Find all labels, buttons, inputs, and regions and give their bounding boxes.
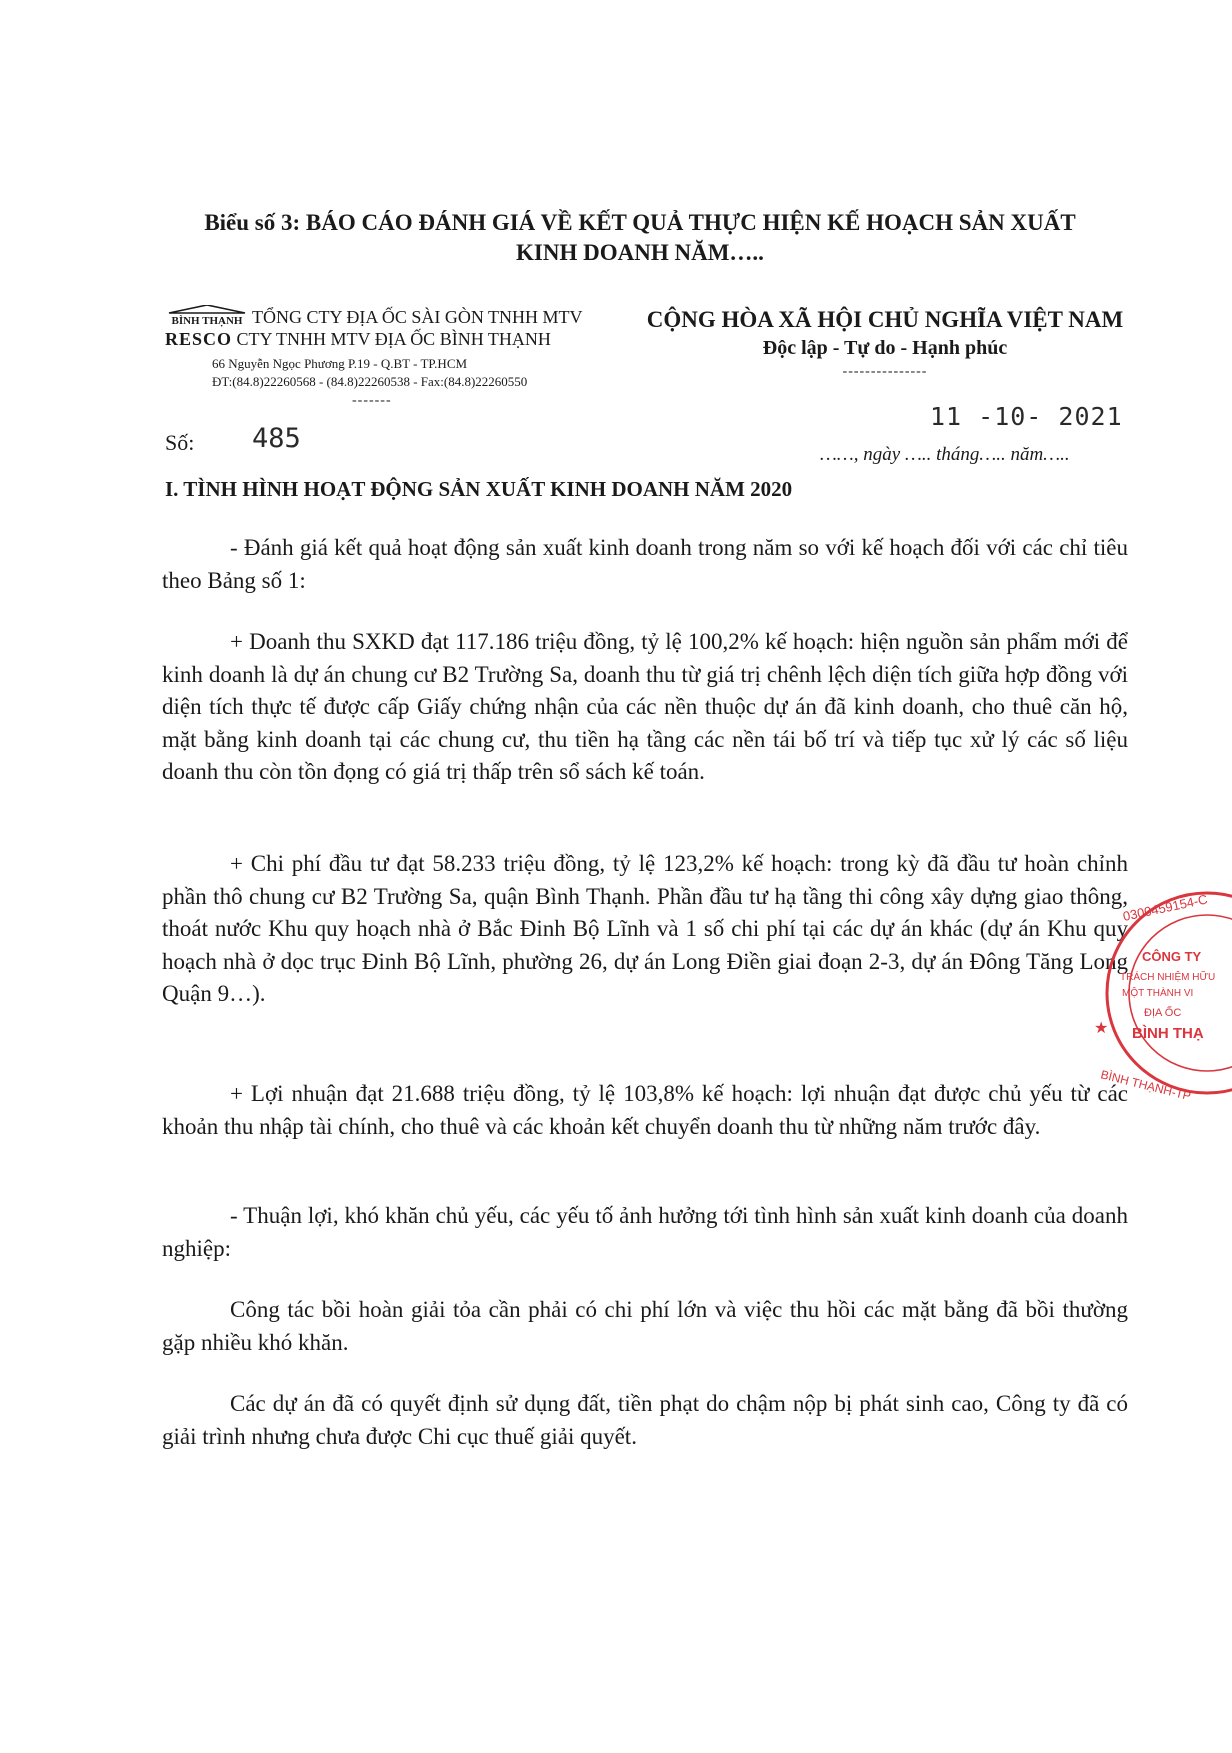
org-divider: ------- — [352, 393, 392, 408]
stamped-date: 11 -10- 2021 — [930, 402, 1123, 431]
paragraph-investment: + Chi phí đầu tư đạt 58.233 triệu đồng, tỷ lệ 123,2% kế hoạch: trong kỳ đã đầu tư hoàn chỉnh phần thô chung cư B2 Trường Sa, quận Bình Thạnh. Phần đầu tư hạ tầng thi công xây dựng giao thông, thoát nước Khu quy hoạch nhà ở Bắc Đinh Bộ Lĩnh và 1 số chi phí tại các dự án khác (dự án Khu quy hoạch nhà ở dọc trục Đinh Bộ Lĩnh, phường 26, dự án Long Điền giai đoạn 2-3, dự án Đông Tăng Long Quận 9…). — [162, 851, 1128, 1006]
doc-number-label: Số: — [165, 430, 195, 455]
seal-star-icon: ★ — [1094, 1020, 1109, 1037]
paragraph-factors: - Thuận lợi, khó khăn chủ yếu, các yếu tố ảnh hưởng tới tình hình sản xuất kinh doanh của doanh nghiệp: — [162, 1203, 1128, 1261]
nation-name: CỘNG HÒA XÃ HỘI CHỦ NGHĨA VIỆT NAM — [646, 307, 1124, 332]
logo-text: BÌNH THẠNH — [171, 315, 243, 327]
seal-city: BÌNH THẠNH-TP — [1099, 1067, 1193, 1103]
org-name — [165, 327, 551, 351]
org-address: 66 Nguyễn Ngọc Phương P.19 - Q.BT - TP.HCM — [212, 356, 468, 371]
paragraph-compensation: Công tác bồi hoàn giải tỏa cần phải có chi phí lớn và việc thu hồi các mặt bằng đã bồi thường gặp nhiều khó khăn. — [162, 1297, 1128, 1355]
doc-number-value: 485 — [252, 423, 301, 454]
company-seal — [1072, 883, 1232, 1103]
seal-type2: MỘT THÀNH VI — [1122, 988, 1194, 999]
seal-code: 0300459154-C — [1121, 891, 1209, 924]
report-title-line2: KINH DOANH NĂM….. — [516, 240, 764, 265]
date-line: ……, ngày ….. tháng….. năm….. — [820, 444, 1070, 465]
company-logo — [165, 305, 249, 327]
seal-name: BÌNH THẠ — [1132, 1025, 1204, 1042]
report-title — [150, 208, 1130, 268]
org-name-text: CTY TNHH MTV ĐỊA ỐC BÌNH THẠNH — [232, 329, 551, 349]
paragraph-profit: + Lợi nhuận đạt 21.688 triệu đồng, tỷ lệ 103,8% kế hoạch: lợi nhuận đạt được chủ yếu từ các khoản thu nhập tài chính, cho thuê và các khoản kết chuyển doanh thu từ những năm trước đây. — [162, 1081, 1128, 1139]
paragraph-evaluation: - Đánh giá kết quả hoạt động sản xuất kinh doanh trong năm so với kế hoạch đối với các chỉ tiêu theo Bảng số 1: — [162, 535, 1128, 593]
nation-divider: --------------- — [842, 364, 928, 379]
org-phone: ĐT:(84.8)22260568 - (84.8)22260538 - Fax:(84.8)22260550 — [212, 374, 528, 389]
org-parent-name: TỔNG CTY ĐỊA ỐC SÀI GÒN TNHH MTV — [252, 307, 583, 327]
paragraph-revenue: + Doanh thu SXKD đạt 117.186 triệu đồng, tỷ lệ 100,2% kế hoạch: hiện nguồn sản phẩm mới để kinh doanh là dự án chung cư B2 Trường Sa, doanh thu từ giá trị chênh lệch diện tích giữa hợp đồng với diện tích thực tế được cấp Giấy chứng nhận của các nền thuộc dự án đã kinh doanh, cho thuê căn hộ, mặt bằng kinh doanh tại các chung cư, thu tiền hạ tầng các nền tái bố trí và tiếp tục xử lý các số liệu doanh thu còn tồn đọng có giá trị thấp trên sổ sách kế toán. — [162, 629, 1128, 784]
seal-company-word: CÔNG TY — [1142, 949, 1202, 964]
report-title-line1: Biểu số 3: BÁO CÁO ĐÁNH GIÁ VỀ KẾT QUẢ THỰC HIỆN KẾ HOẠCH SẢN XUẤT — [204, 210, 1076, 235]
org-brand: RESCO — [165, 329, 233, 349]
paragraph-land-use: Các dự án đã có quyết định sử dụng đất, tiền phạt do chậm nộp bị phát sinh cao, Công ty đã có giải trình nhưng chưa được Chi cục thuế giải quyết. — [162, 1391, 1128, 1449]
seal-type: TRÁCH NHIỆM HỮU — [1120, 972, 1216, 983]
section-heading: I. TÌNH HÌNH HOẠT ĐỘNG SẢN XUẤT KINH DOANH NĂM 2020 — [165, 477, 793, 501]
nation-motto: Độc lập - Tự do - Hạnh phúc — [762, 337, 1008, 359]
seal-field: ĐỊA ỐC — [1144, 1007, 1182, 1019]
